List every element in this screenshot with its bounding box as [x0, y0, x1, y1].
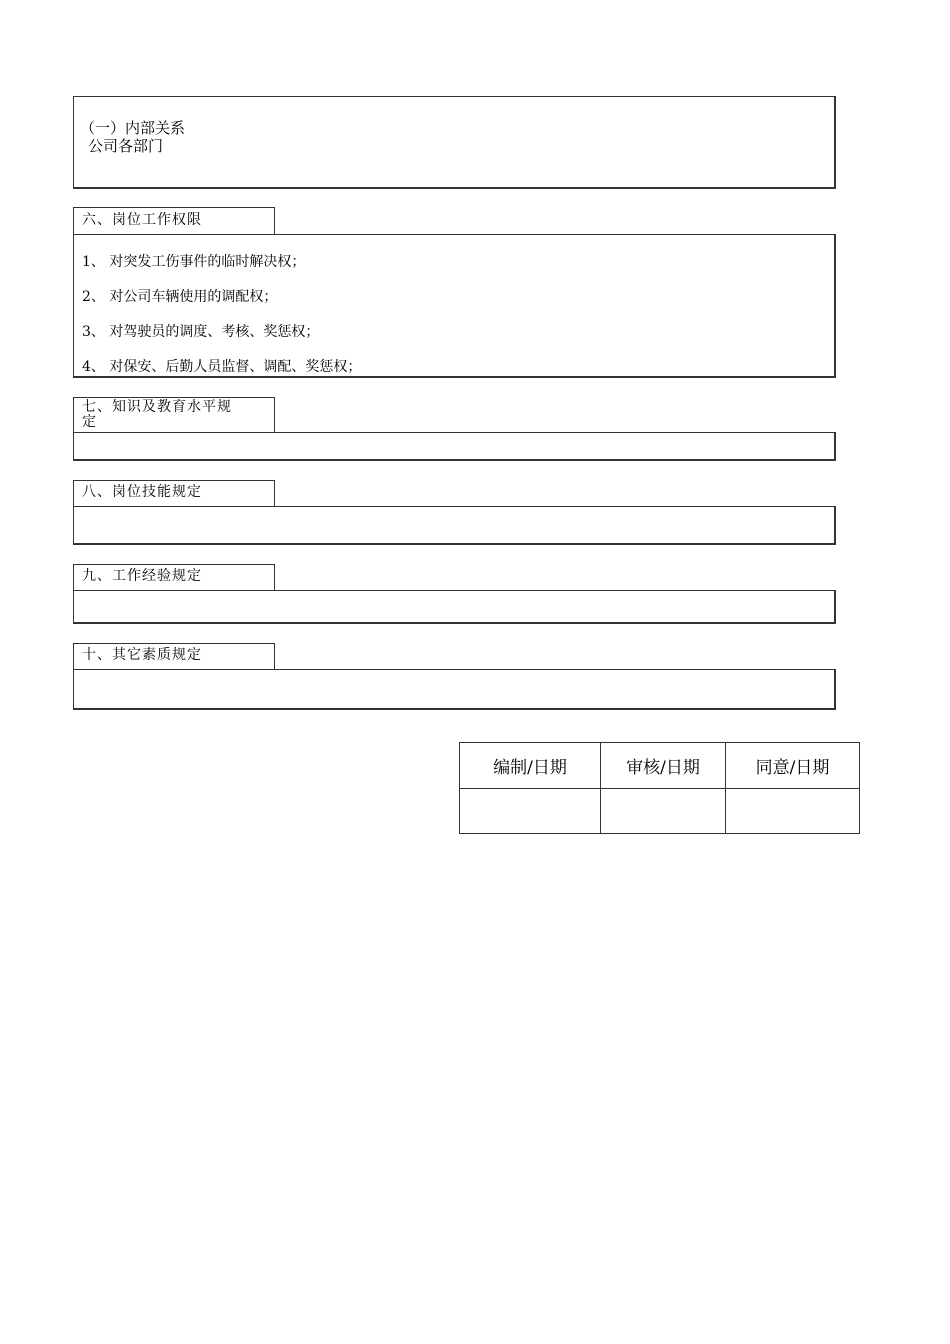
- signoff-header-prepared: 编制/日期: [460, 743, 601, 789]
- internal-relations-box: [73, 96, 836, 189]
- experience-box: [73, 590, 836, 624]
- education-label-line2: 定: [82, 414, 97, 430]
- other-qualities-box: [73, 669, 836, 710]
- internal-relations-title: （一）内部关系: [80, 119, 186, 137]
- authority-label-text: 六、岗位工作权限: [82, 212, 202, 228]
- experience-label-text: 九、工作经验规定: [82, 568, 202, 584]
- experience-label: [73, 564, 275, 591]
- authority-item-4: 4、 对保安、后勤人员监督、调配、奖惩权；: [82, 359, 362, 375]
- signoff-value-prepared[interactable]: [460, 789, 601, 834]
- education-box: [73, 432, 836, 461]
- skills-box: [73, 506, 836, 545]
- signoff-header-row: [460, 743, 860, 789]
- education-label-line1: 七、知识及教育水平规: [82, 399, 232, 415]
- authority-item-2: 2、 对公司车辆使用的调配权；: [82, 289, 278, 305]
- internal-relations-content: 公司各部门: [88, 137, 164, 155]
- authority-label: [73, 207, 275, 235]
- signoff-header-approved: 同意/日期: [726, 743, 860, 789]
- authority-box: [73, 234, 836, 378]
- skills-label: [73, 480, 275, 507]
- skills-label-text: 八、岗位技能规定: [82, 484, 202, 500]
- signoff-header-reviewed: 审核/日期: [601, 743, 726, 789]
- signoff-value-reviewed[interactable]: [601, 789, 726, 834]
- education-label: [73, 397, 275, 433]
- signoff-table: [459, 742, 860, 834]
- authority-item-3: 3、 对驾驶员的调度、考核、奖惩权；: [82, 324, 320, 340]
- signoff-value-approved[interactable]: [726, 789, 860, 834]
- other-qualities-label-text: 十、其它素质规定: [82, 647, 202, 663]
- signoff-value-row: [460, 789, 860, 834]
- other-qualities-label: [73, 643, 275, 670]
- authority-item-1: 1、 对突发工伤事件的临时解决权；: [82, 254, 306, 270]
